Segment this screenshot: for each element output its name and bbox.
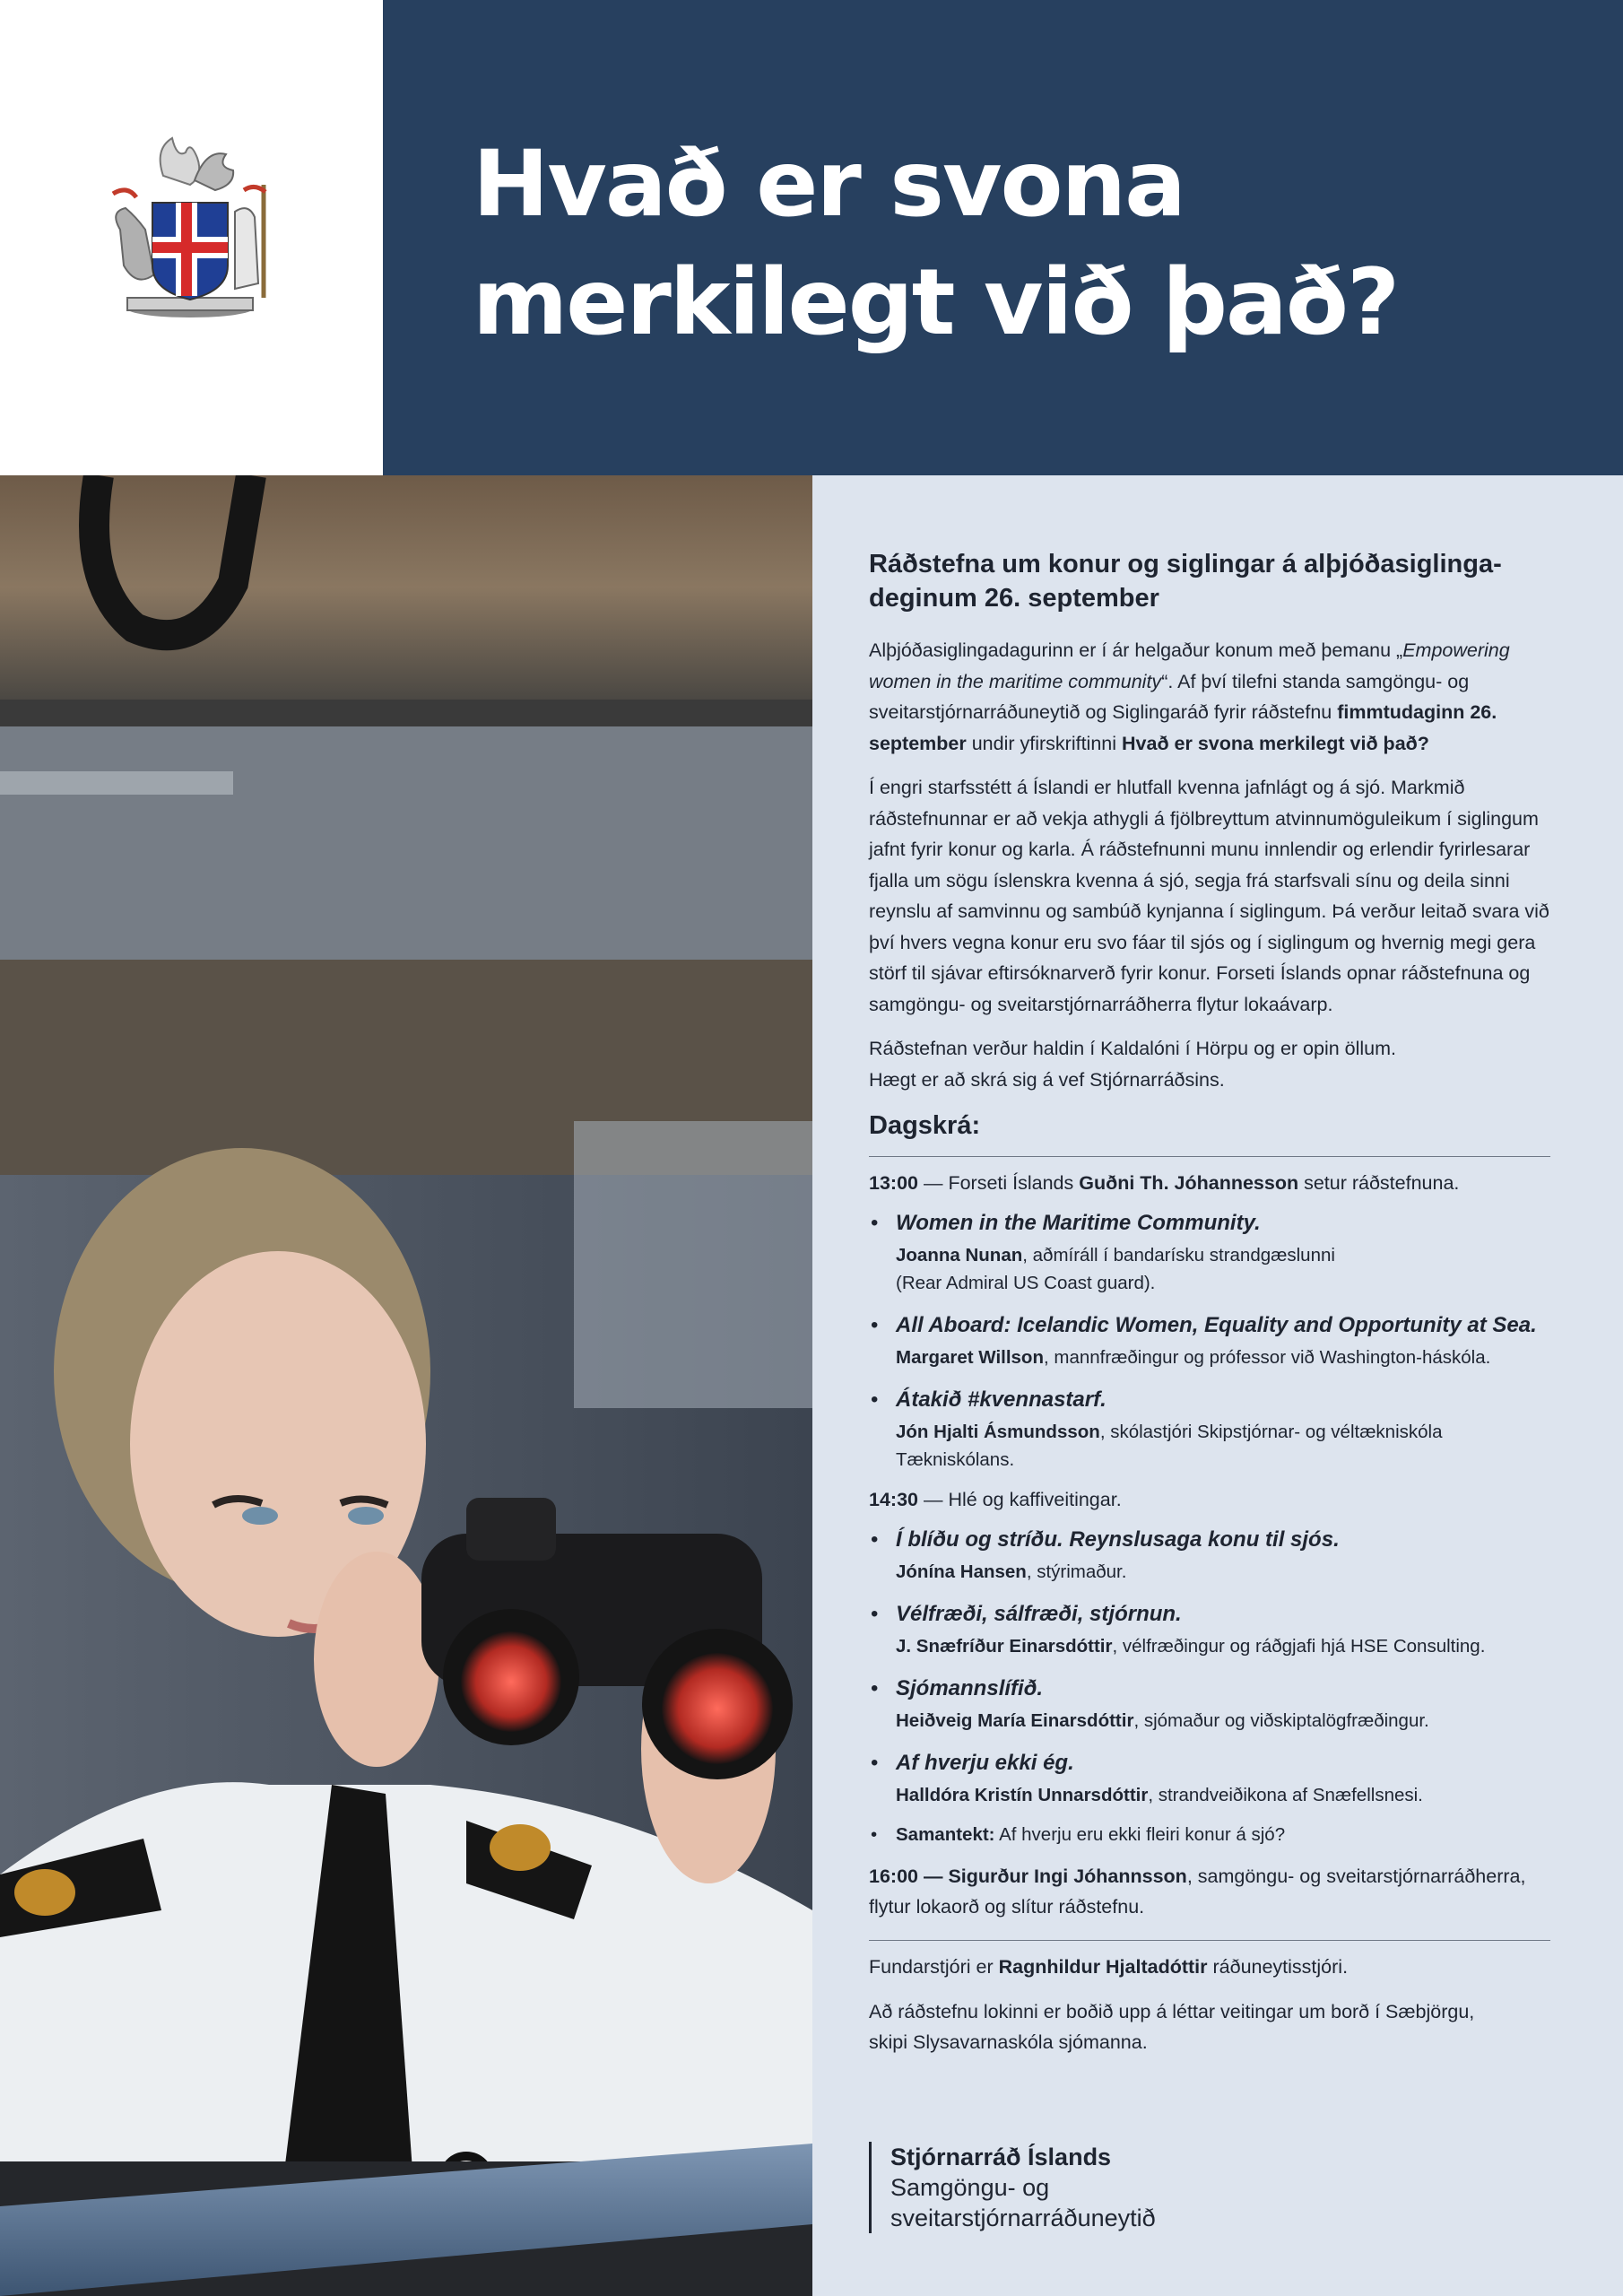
- title-line-1: Hvað er svona: [473, 131, 1185, 238]
- bullet-icon: •: [871, 1313, 879, 1337]
- agenda-heading: Dagskrá:: [869, 1111, 981, 1140]
- speaker-name: J. Snæfríður Einarsdóttir: [896, 1636, 1113, 1657]
- speaker-desc: , mannfræðingur og prófessor við Washington-háskóla.: [1043, 1347, 1491, 1368]
- agenda-item-speaker: [896, 1558, 1550, 1586]
- bullet-icon: •: [871, 1211, 879, 1235]
- agenda-item-speaker: [896, 1241, 1550, 1297]
- break-time: 14:30: [869, 1489, 918, 1510]
- agenda-item-speaker: [896, 1781, 1550, 1809]
- agenda-opening: [869, 1168, 1550, 1198]
- agenda-break: [869, 1484, 1550, 1515]
- conference-subheading: [869, 547, 1550, 615]
- title-line-2: merkilegt við það?: [473, 249, 1399, 356]
- reception-line-1: Að ráðstefnu lokinni er boðið upp á léttar veitingar um borð í Sæbjörgu,: [869, 2000, 1475, 2022]
- agenda-item: [869, 1522, 1550, 1586]
- speaker-desc: , vélfræðingur og ráðgjafi hjá HSE Consulting.: [1112, 1636, 1486, 1657]
- woman-officer-with-binoculars-photo: [0, 475, 812, 2296]
- subheading-line-1: Ráðstefna um konur og siglingar á alþjóðasiglinga-: [869, 550, 1502, 578]
- chair-name: Ragnhildur Hjaltadóttir: [998, 1956, 1208, 1978]
- bullet-icon: •: [871, 1602, 879, 1626]
- chair-prefix: Fundarstjóri er: [869, 1956, 999, 1978]
- intro-paragraph: [869, 635, 1550, 759]
- bullet-icon: •: [871, 1387, 879, 1412]
- content-inner: [869, 547, 1550, 2072]
- agenda-closing: [869, 1861, 1550, 1922]
- agenda-item: [869, 1308, 1550, 1371]
- speaker-name: Jónína Hansen: [896, 1561, 1027, 1582]
- speaker-desc: , skólastjóri Skipstjórnar- og véltækniskóla Tækniskólans.: [896, 1422, 1443, 1470]
- closing-line-2: flytur lokaorð og slítur ráðstefnu.: [869, 1896, 1145, 1918]
- agenda-item-speaker: [896, 1632, 1550, 1660]
- intro-heading-title: Hvað er svona merkilegt við það?: [1122, 732, 1429, 754]
- chair-suffix: ráðuneytisstjóri.: [1207, 1956, 1349, 1978]
- agenda-item-title: Í blíðu og stríðu. Reynslusaga konu til sjós.: [896, 1527, 1340, 1552]
- closing-speaker: Sigurður Ingi Jóhannsson: [948, 1866, 1187, 1887]
- agenda-item-title: Af hverju ekki ég.: [896, 1751, 1074, 1775]
- agenda-item: [869, 1745, 1550, 1809]
- speaker-name: Joanna Nunan: [896, 1245, 1023, 1265]
- speaker-desc-2: (Rear Admiral US Coast guard).: [896, 1273, 1156, 1293]
- summary-text: [896, 1820, 1550, 1850]
- agenda-item-title: Átakið #kvennastarf.: [896, 1387, 1107, 1412]
- intro-date: fimmtudaginn 26. september: [869, 701, 1497, 754]
- closing-time: 16:00: [869, 1866, 918, 1887]
- speaker-desc: , sjómaður og viðskiptalögfræðingur.: [1133, 1710, 1429, 1731]
- agenda-item-title: All Aboard: Icelandic Women, Equality and Opportunity at Sea.: [896, 1313, 1537, 1337]
- description-paragraph: Í engri starfsstétt á Íslandi er hlutfall kvenna jafnlágt og á sjó. Markmið ráðstefnunnar er að vekja athygli á fjölbreyttum atvinnumöguleikum í siglingum jafnt fyrir konur og karla. Á ráðstefnunni munu innlendir og erlendir fyrirlesarar fjalla um sögu íslenskra kvenna á sjó, segja frá starfsvali sínu og deila sinni reynslu af samvinnu og sambúð kynjanna í siglingum. Þá verður leitað svara við því hvers vegna konur eru svo fáar til sjós og í siglingum og hvernig megi gera störf til sjávar eftirsóknarverð fyrir konur. Forseti Íslands opnar ráðstefnuna og samgöngu- og sveitarstjórnarráðherra flytur lokaávarp.: [869, 777, 1549, 1015]
- bullet-icon: •: [871, 1527, 879, 1552]
- agenda-item: [869, 1205, 1550, 1297]
- speaker-name: Heiðveig María Einarsdóttir: [896, 1710, 1134, 1731]
- closing-divider: [869, 1940, 1550, 1941]
- speaker-name: Margaret Willson: [896, 1347, 1044, 1368]
- agenda-summary: [869, 1820, 1550, 1850]
- reception-line-2: skipi Slysavarnaskóla sjómanna.: [869, 2031, 1148, 2053]
- agenda-item: [869, 1596, 1550, 1660]
- agenda-item-speaker: [896, 1344, 1550, 1371]
- speaker-name: Halldóra Kristín Unnarsdóttir: [896, 1785, 1149, 1805]
- ministry-signature: [869, 2142, 1156, 2233]
- agenda-item: [869, 1671, 1550, 1735]
- dept-line-1: Samgöngu- og: [890, 2174, 1050, 2201]
- venue-line-1: Ráðstefnan verður haldin í Kaldalóni í Hörpu og er opin öllum.: [869, 1038, 1397, 1059]
- break-text: — Hlé og kaffiveitingar.: [918, 1489, 1122, 1510]
- header-banner: [383, 0, 1623, 475]
- subheading-line-2: deginum 26. september: [869, 584, 1159, 613]
- bullet-icon: •: [871, 1676, 879, 1700]
- venue-paragraph: [869, 1033, 1550, 1095]
- chair-line: [869, 1952, 1550, 1983]
- photo-illustration: [0, 475, 812, 2296]
- intro-text-1: Alþjóðasiglingadagurinn er í ár helgaður konum með þemanu „: [869, 639, 1403, 661]
- agenda-item-speaker: [896, 1418, 1550, 1474]
- closing-rest: , samgöngu- og sveitarstjórnarráðherra,: [1186, 1866, 1526, 1887]
- opening-speaker: Guðni Th. Jóhannesson: [1079, 1172, 1299, 1194]
- speaker-desc: , stýrimaður.: [1026, 1561, 1127, 1582]
- coat-of-arms-icon: [100, 131, 280, 321]
- agenda-item-speaker: [896, 1707, 1550, 1735]
- opening-time: 13:00: [869, 1172, 918, 1194]
- summary-label: Samantekt:: [896, 1824, 995, 1845]
- summary-question: Af hverju eru ekki fleiri konur á sjó?: [994, 1824, 1286, 1845]
- content-panel: [812, 475, 1623, 2296]
- reception-paragraph: [869, 1996, 1550, 2058]
- agenda-item-title: Women in the Maritime Community.: [896, 1211, 1261, 1235]
- opening-rest: setur ráðstefnuna.: [1298, 1172, 1460, 1194]
- speaker-desc: , aðmíráll í bandarísku strandgæslunni: [1022, 1245, 1335, 1265]
- bullet-icon: •: [871, 1751, 879, 1775]
- org-name: Stjórnarráð Íslands: [890, 2144, 1112, 2170]
- venue-line-2: Hægt er að skrá sig á vef Stjórnarráðsins.: [869, 1068, 1225, 1091]
- agenda-divider: [869, 1156, 1550, 1157]
- opening-dash: — Forseti Íslands: [918, 1172, 1080, 1194]
- logo-area: [0, 0, 383, 475]
- intro-text-3: undir yfirskriftinni: [966, 732, 1122, 754]
- speaker-name: Jón Hjalti Ásmundsson: [896, 1422, 1100, 1442]
- intro-theme: Empowering women in the maritime community: [869, 639, 1510, 692]
- page-title: [473, 126, 1398, 362]
- agenda-item-title: Sjómannslífið.: [896, 1676, 1044, 1700]
- dept-line-2: sveitarstjórnarráðuneytið: [890, 2205, 1156, 2231]
- agenda-item-title: Vélfræði, sálfræði, stjórnun.: [896, 1602, 1182, 1626]
- agenda-item: [869, 1382, 1550, 1474]
- speaker-desc: , strandveiðikona af Snæfellsnesi.: [1148, 1785, 1423, 1805]
- bullet-icon: •: [871, 1824, 878, 1845]
- closing-dash: —: [918, 1866, 949, 1887]
- intro-text-2: “. Af því tilefni standa samgöngu- og sveitarstjórnarráðuneytið og Siglingaráð fyrir ráðstefnu: [869, 670, 1470, 723]
